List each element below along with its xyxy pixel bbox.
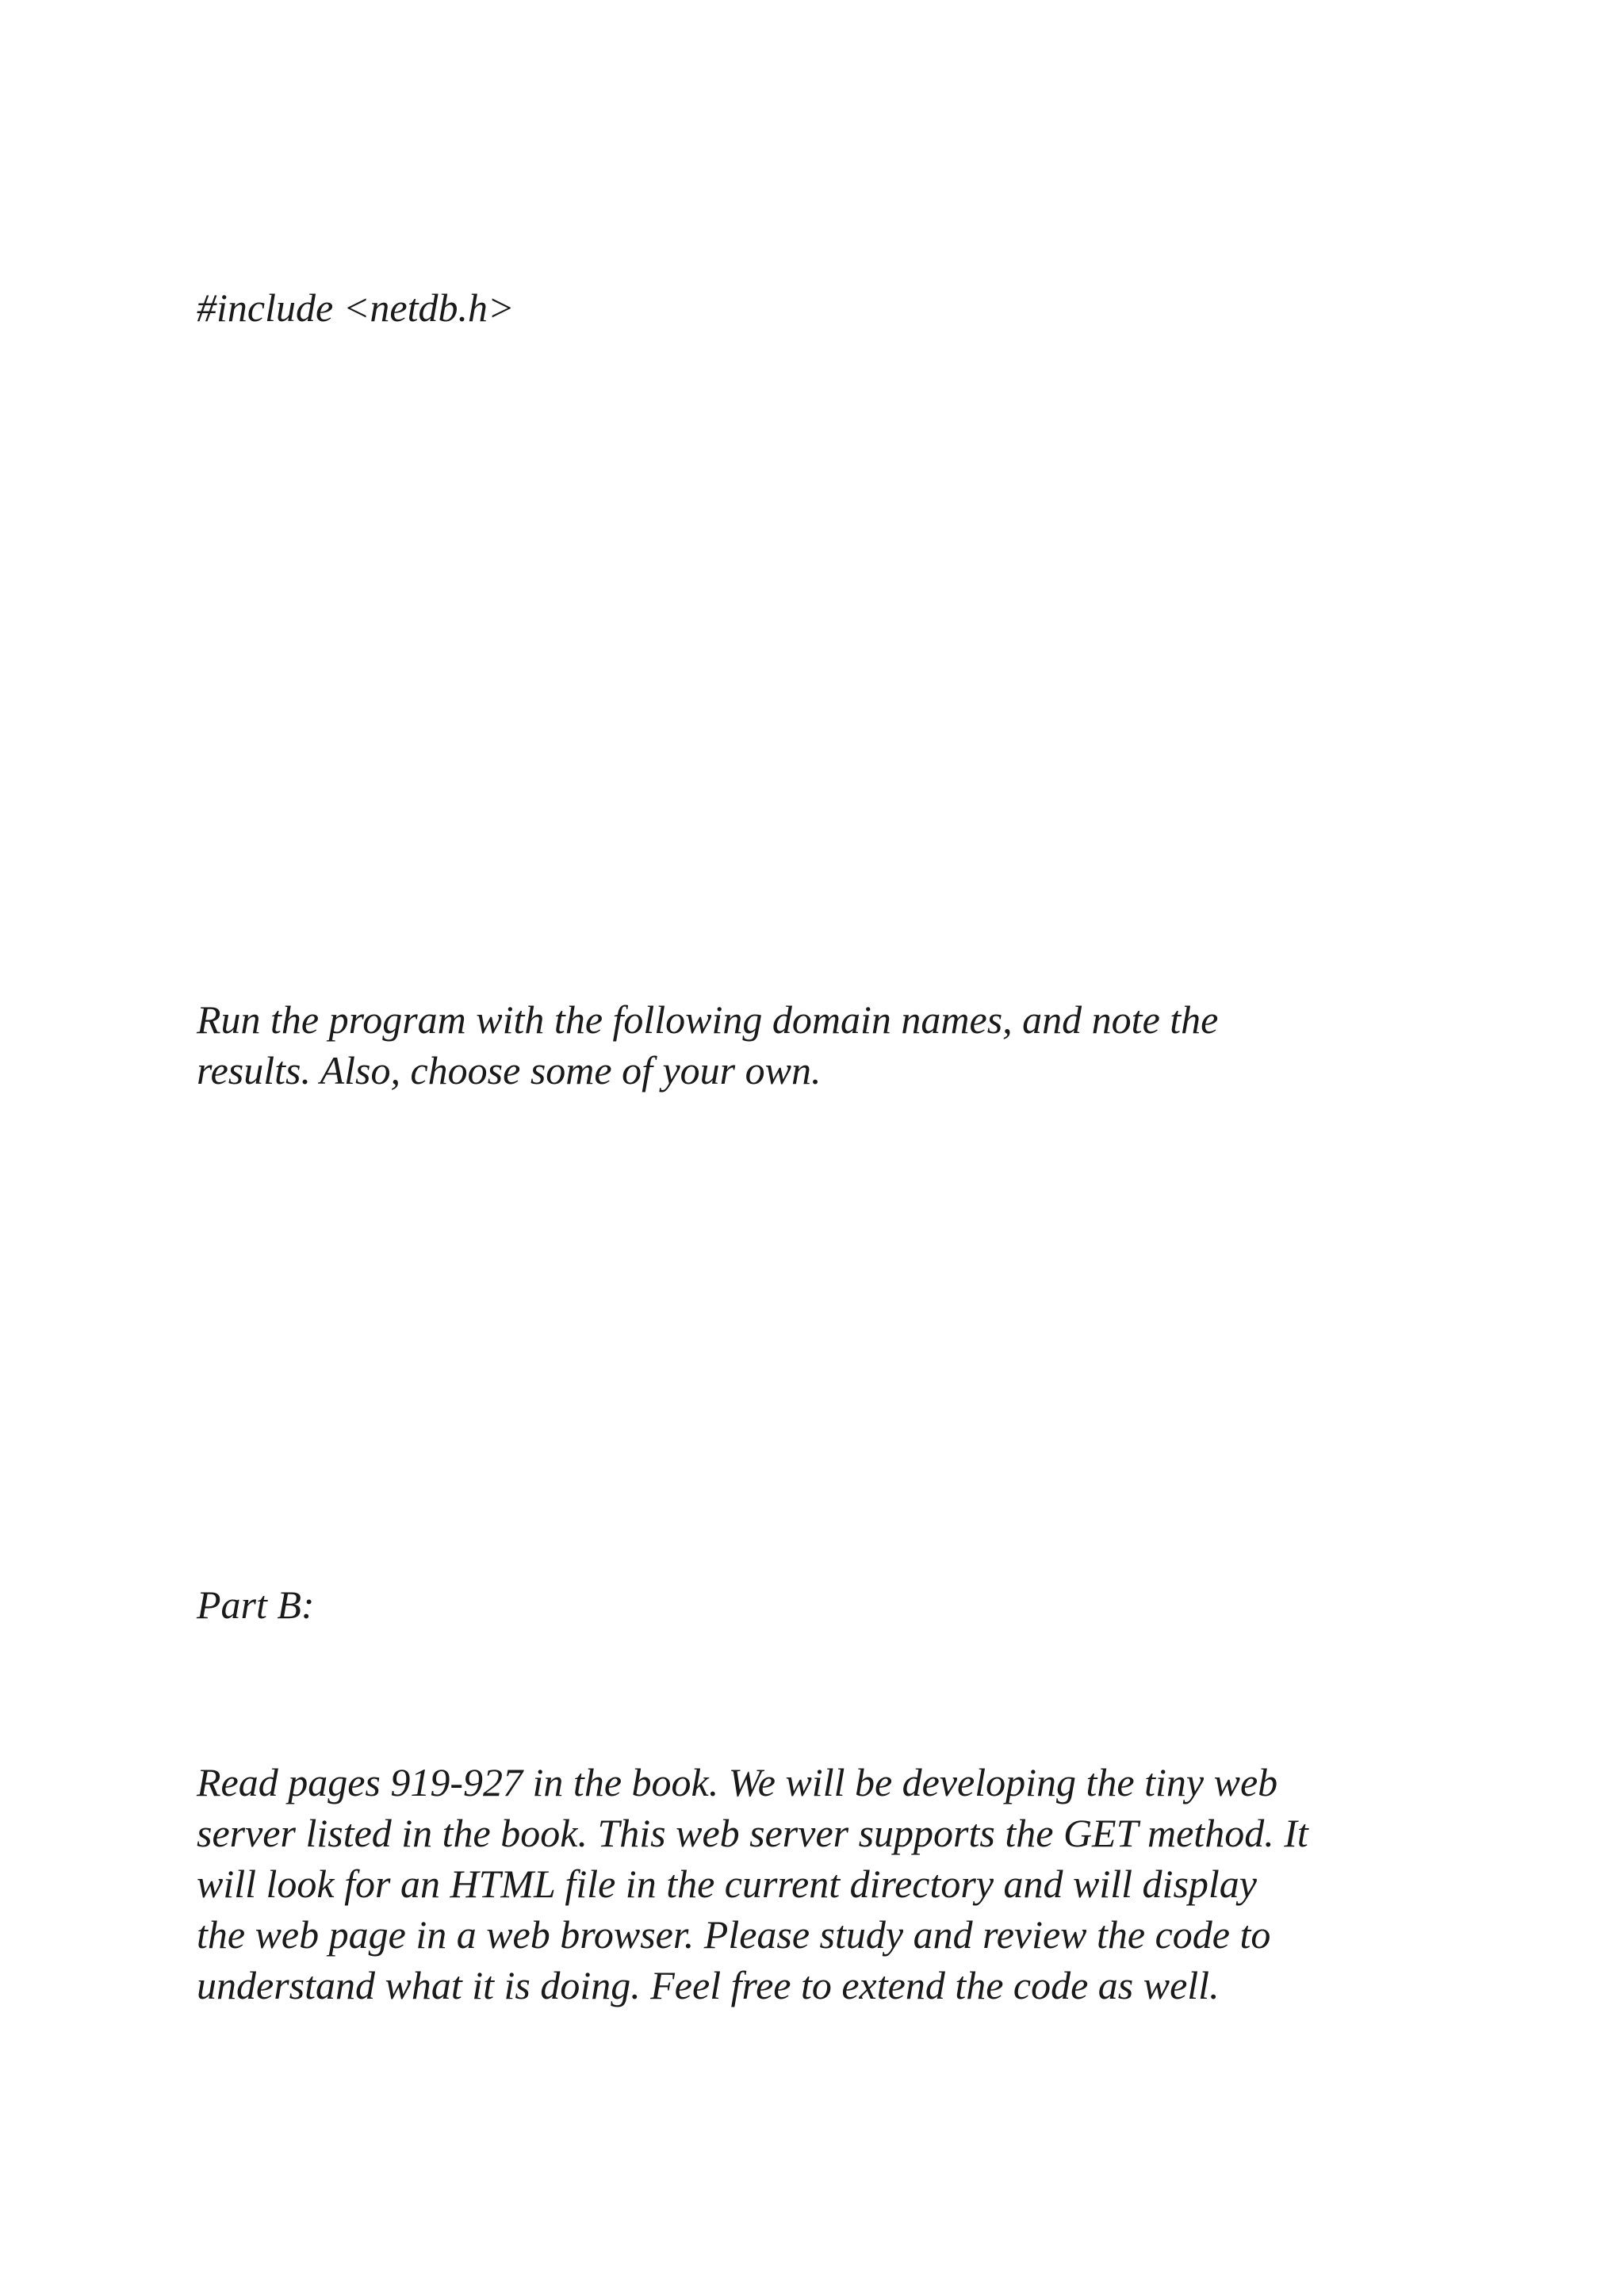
- paragraph-line: understand what it is doing. Feel free to extend the code as well.: [197, 1963, 1220, 2007]
- paragraph-line: server listed in the book. This web server supports the GET method. It: [197, 1811, 1308, 1855]
- read-instructions-paragraph: [197, 1757, 1308, 2011]
- paragraph-line: the web page in a web browser. Please study and review the code to: [197, 1912, 1271, 1957]
- paragraph-line: Run the program with the following domain names, and note the: [197, 997, 1219, 1042]
- run-instructions-paragraph: [197, 994, 1218, 1096]
- part-b-heading: Part B:: [197, 1582, 315, 1627]
- paragraph-line: Read pages 919-927 in the book. We will be developing the tiny web: [197, 1760, 1278, 1804]
- paragraph-line: will look for an HTML file in the current directory and will display: [197, 1862, 1257, 1906]
- paragraph-line: results. Also, choose some of your own.: [197, 1048, 822, 1093]
- include-directive: #include <netdb.h>: [197, 285, 515, 330]
